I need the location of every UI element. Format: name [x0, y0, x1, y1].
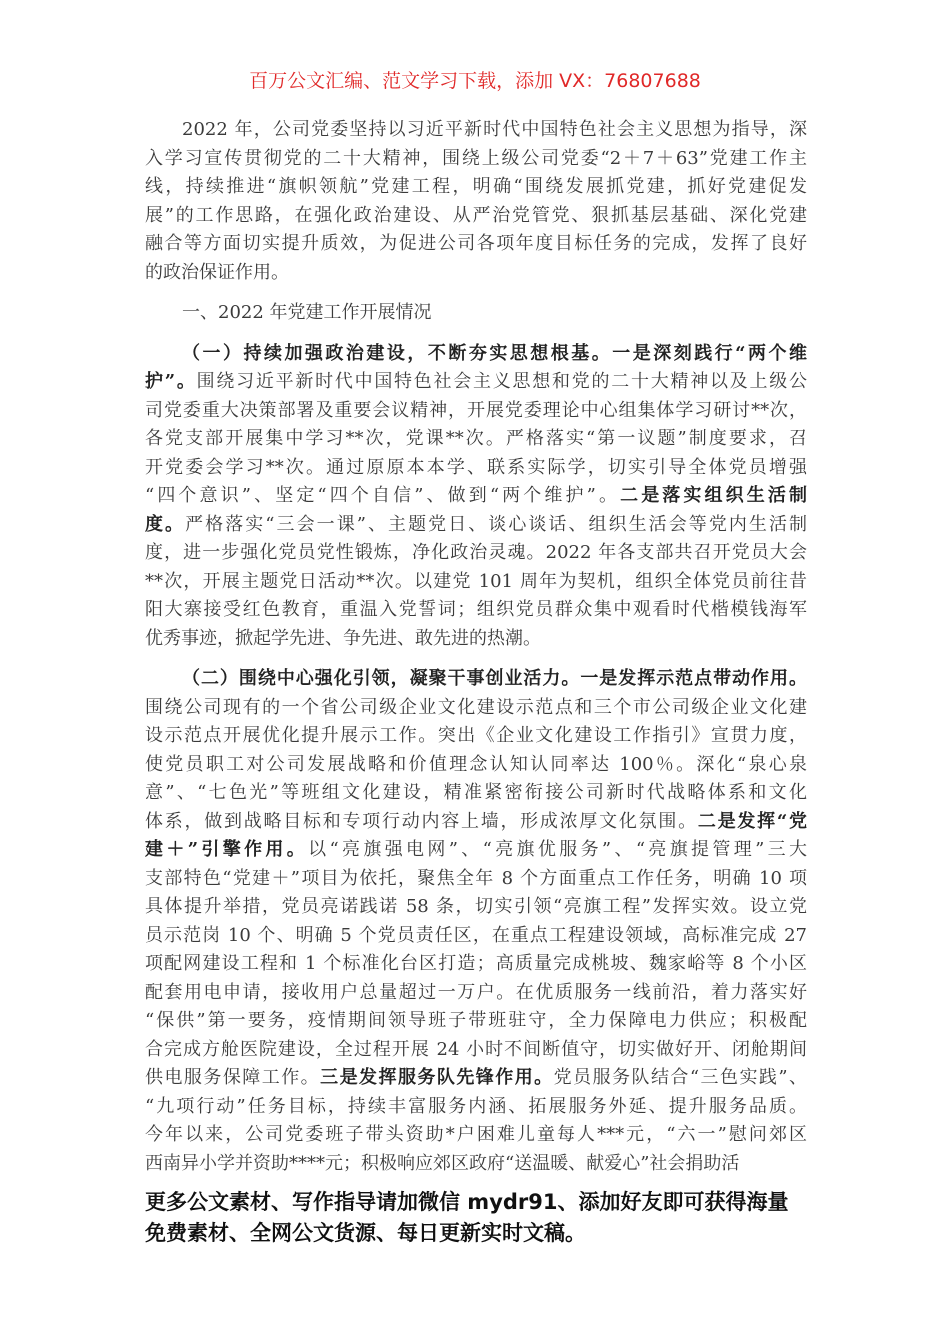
text: 入学习宣传贯彻党的二十大精神，围绕上级公司党委“2＋7＋63”党建工作主: [145, 147, 807, 169]
bold-text: 护”。: [145, 371, 197, 392]
text: 合完成方舱医院建设，全过程开展 24 小时不间断值守，切实做好开、闭舱期间: [145, 1038, 807, 1060]
text: 围绕习近平新时代中国特色社会主义思想和党的二十大精神以及上级公: [196, 371, 807, 392]
text-line: [145, 922, 807, 951]
text-line: [145, 1093, 807, 1122]
text: 融合等方面切实提升质效，为促进公司各项年度目标任务的完成，发挥了良好: [145, 233, 807, 254]
text-line: [145, 694, 807, 723]
text-line: [145, 751, 807, 780]
text-line: [145, 893, 807, 922]
text: 优秀事迹，掀起学先进、争先进、敢先进的热潮。: [145, 627, 541, 649]
text-line: [145, 836, 807, 865]
text-line: [145, 1150, 807, 1179]
text: 司党委重大决策部署及重要会议精神，开展党委理论中心组集体学习研讨**次，: [145, 399, 807, 421]
text: 支部特色“党建＋”项目为依托，聚焦全年 8 个方面重点工作任务，明确 10 项: [145, 867, 807, 889]
text: 使党员职工对公司发展战略和价值理念认知认同率达 100％。深化“泉心泉: [145, 753, 807, 775]
text-line: [145, 722, 807, 751]
text-line: [145, 1007, 807, 1036]
text: 严格落实“三会一课”、主题党日、谈心谈话、组织生活会等党内生活制: [185, 513, 808, 535]
text-line: [145, 202, 807, 231]
text: 阳大寨接受红色教育，重温入党誓词；组织党员群众集中观看时代楷模钱海军: [145, 599, 807, 620]
text: 体系，做到战略目标和专项行动内容上墙，形成浓厚文化氛围。: [145, 810, 698, 832]
text: 以“亮旗强电网”、“亮旗优服务”、“亮旗提管理”三大: [308, 839, 807, 860]
text: 党员服务队结合“三色实践”、: [553, 1067, 808, 1088]
text-line: [145, 596, 807, 625]
text: 具体提升举措，党员亮诺践诺 58 条，切实引领“亮旗工程”发挥实效。设立党: [145, 896, 807, 917]
text: 项配网建设工程和 1 个标准化台区打造；高质量完成桃坡、魏家峪等 8 个小区: [145, 953, 807, 974]
text: 员示范岗 10 个、明确 5 个党员责任区，在重点工程建设领域，高标准完成 27: [145, 924, 807, 946]
bold-text: （二）围绕中心强化引领，凝聚干事创业活力。一是发挥示范点带动作用。: [182, 668, 807, 689]
section-heading: [145, 299, 807, 328]
text-line: [145, 1064, 807, 1093]
text-line: [145, 482, 807, 511]
text-line: [145, 340, 807, 369]
text-line: [145, 145, 807, 174]
bold-text: 三是发挥服务队先锋作用。: [320, 1067, 554, 1088]
text: 今年以来，公司党委班子带头资助*户困难儿童每人***元，“六一”慰问郊区: [145, 1124, 807, 1145]
text-line: [145, 454, 807, 483]
text-line: [145, 665, 807, 694]
text-line: [145, 368, 807, 397]
text: **次，开展主题党日活动**次。以建党 101 周年为契机，组织全体党员前往昔: [145, 570, 807, 592]
text: 围绕公司现有的一个省公司级企业文化建设示范点和三个市公司级企业文化建: [145, 696, 807, 718]
text-line: [145, 511, 807, 540]
text-line: [145, 299, 807, 328]
text: “九项行动”任务目标，持续丰富服务内涵、拓展服务外延、提升服务品质。: [145, 1095, 807, 1117]
paragraph: [145, 116, 807, 287]
text: 的政治保证作用。: [145, 261, 289, 283]
text-line: [145, 779, 807, 808]
text-line: [145, 116, 807, 145]
text: 供电服务保障工作。: [145, 1067, 321, 1088]
text-line: [145, 568, 807, 597]
text-line: [145, 230, 807, 259]
promo-footer: [145, 1187, 807, 1249]
text: 展”的工作思路，在强化政治建设、从严治党管党、狠抓基层基础、深化党建: [145, 204, 807, 226]
text: 设示范点开展优化提升展示工作。突出《企业文化建设工作指引》宣贯力度，: [145, 725, 807, 746]
paragraph: [145, 665, 807, 1178]
bold-text: 建＋”引擎作用。: [145, 839, 309, 860]
text-line: [145, 1036, 807, 1065]
document-body: [145, 116, 807, 1190]
text: 西南异小学并资助****元；积极响应郊区政府“送温暖、献爱心”社会捐助活: [145, 1152, 740, 1174]
text-line: [145, 173, 807, 202]
text-line: [145, 397, 807, 426]
text-line: [145, 425, 807, 454]
text-line: [145, 1121, 807, 1150]
text-line: [145, 808, 807, 837]
footer-line: 更多公文素材、写作指导请加微信 mydr91、添加好友即可获得海量: [145, 1190, 789, 1214]
bold-text: 二是落实组织生活制: [620, 485, 807, 506]
promo-header: 百万公文汇编、范文学习下载，添加 VX：76807688: [249, 70, 701, 92]
text-line: [145, 979, 807, 1008]
text: 2022 年，公司党委坚持以习近平新时代中国特色社会主义思想为指导，深: [182, 119, 807, 140]
text: 意”、“七色光”等班组文化建设，精准紧密衔接公司新时代战略体系和文化: [145, 782, 807, 803]
text: 各党支部开展集中学习**次，党课**次。严格落实“第一议题”制度要求，召: [145, 428, 807, 449]
text: 度，进一步强化党员党性锻炼，净化政治灵魂。2022 年各支部共召开党员大会: [145, 542, 807, 563]
bold-text: （一）持续加强政治建设，不断夯实思想根基。一是深刻践行“两个维: [182, 342, 807, 364]
footer-line: 免费素材、全网公文货源、每日更新实时文稿。: [145, 1221, 586, 1245]
text: “保供”第一要务，疫情期间领导班子带班驻守，全力保障电力供应；积极配: [145, 1010, 807, 1031]
text-line: [145, 625, 807, 654]
paragraph: [145, 340, 807, 654]
text: 配套用电申请，接收用户总量超过一万户。在优质服务一线前沿，着力落实好: [145, 981, 807, 1003]
text: “四个意识”、坚定“四个自信”、做到“两个维护”。: [145, 485, 621, 506]
text-line: [145, 539, 807, 568]
bold-text: 二是发挥“党: [697, 810, 807, 832]
text: 线，持续推进“旗帜领航”党建工程，明确“围绕发展抓党建，抓好党建促发: [145, 176, 807, 197]
text: 开党委会学习**次。通过原原本本学、联系实际学，切实引导全体党员增强: [145, 456, 807, 478]
bold-text: 度。: [145, 513, 186, 535]
text: 一、2022 年党建工作开展情况: [182, 302, 432, 323]
text-line: [145, 950, 807, 979]
text-line: [145, 259, 807, 288]
text-line: [145, 865, 807, 894]
